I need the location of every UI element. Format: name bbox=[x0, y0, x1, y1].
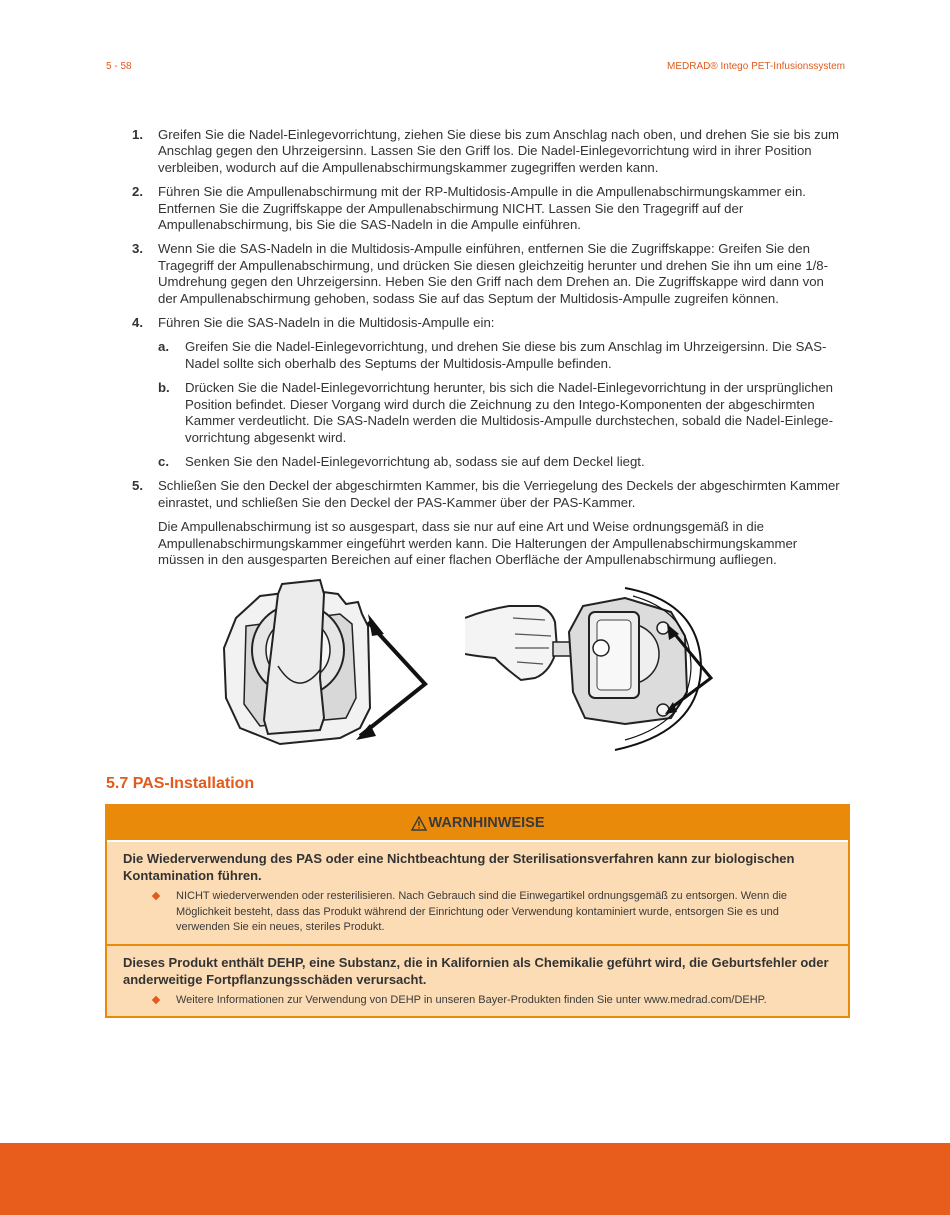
illustrations bbox=[220, 578, 720, 754]
step-note: Die Ampullenabschirmung ist so ausgespart, dass sie nur auf eine Art und Weise ordnungsgemäß in die Ampullenabschirmungskammer eingeführt werden kann. Die Halterungen der Ampullenabschirmungskammer müssen in den ausgesparten Bereichen auf einer flachen Oberfläche der Ampullenabschirmung aufliegen. bbox=[158, 519, 798, 567]
step-number: 5. bbox=[132, 478, 143, 494]
step-text: Führen Sie die SAS-Nadeln in die Multidosis-Ampulle ein: bbox=[158, 315, 495, 331]
step-number: 1. bbox=[132, 127, 143, 142]
step-number: 3. bbox=[132, 241, 143, 257]
step-3 bbox=[106, 241, 846, 307]
substep-text: Senken Sie den Nadel-Einlegevorrichtung ab, sodass sie auf dem Deckel liegt. bbox=[185, 453, 645, 469]
page-number: 5 - 58 bbox=[106, 61, 132, 72]
substep-letter: b. bbox=[158, 380, 170, 396]
warning-bullet bbox=[123, 993, 832, 1009]
warning-header bbox=[107, 806, 848, 842]
warning-item bbox=[107, 944, 848, 1017]
warning-title: WARNHINWEISE bbox=[428, 815, 545, 831]
hand-device-illustration bbox=[465, 582, 720, 754]
warning-statement: Dieses Produkt enthält DEHP, eine Substanz, die in Kalifornien als Chemikalie geführt wird, die Geburtsfehler oder anderweitige Fortpflanzungsschäden verursacht. bbox=[123, 954, 829, 987]
warning-bullet-text: Weitere Informationen zur Verwendung von DEHP in unseren Bayer-Produkten finden Sie unter www.medrad.com/DEHP. bbox=[176, 993, 767, 1006]
step-text: Wenn Sie die SAS-Nadeln in die Multidosis-Ampulle einführen, entfernen Sie die Zugriffskappe: Greifen Sie den Tragegriff der Ampullenabschirmung, und drücken Sie diesen gleichzeitig herunter und drehen Sie ihn um eine 1/8-Umdrehung gegen den Uhrzeigersinn. Heben Sie den Griff nach dem Drehen an. Die Zugriffskappe wird dann von der Ampullenabschirmung gehoben, sodass Sie auf das Septum der Multidosis-Ampulle zugreifen können. bbox=[158, 241, 829, 306]
step-4 bbox=[106, 315, 846, 470]
substep-text: Greifen Sie die Nadel-Einlegevorrichtung, und drehen Sie diese bis zum Anschlag im Uhrzeigersinn. Die SAS-Nadel sollte sich oberhalb des Septums der Multidosis-Ampulle befinden. bbox=[185, 339, 827, 371]
warning-triangle-icon bbox=[411, 816, 427, 831]
substep-a bbox=[158, 339, 846, 372]
warning-box bbox=[105, 804, 850, 1018]
substep-c bbox=[158, 454, 846, 470]
step-text: Greifen Sie die Nadel-Einlegevorrichtung, ziehen Sie diese bis zum Anschlag nach oben, und drehen Sie sie bis zum Anschlag gegen den Uhrzeigersinn. Lassen Sie den Griff los. Die Nadel-Einlegevorrichtung wird in ihrer Position verbleiben, wodurch auf die Ampullenabschirmungskammer zugegriffen werden kann. bbox=[158, 127, 840, 175]
substep-text: Drücken Sie die Nadel-Einlegevorrichtung herunter, bis sich die Nadel-Einlegevorrichtung in der ursprünglichen Position befindet. Dieser Vorgang wird durch die Zeichnung zu den Intego-Komponenten der abgeschirmten Kammer verdeutlicht. Die SAS-Nadeln werden die Multidosis-Ampulle durchstechen, sobald die Nadel-Einlege-vorrichtung abgesenkt wird. bbox=[185, 380, 834, 445]
vial-shield-illustration bbox=[220, 578, 435, 754]
step-2 bbox=[106, 184, 846, 233]
bullet-diamond-icon bbox=[152, 995, 160, 1003]
step-5 bbox=[106, 478, 846, 511]
substep-letter: a. bbox=[158, 339, 169, 355]
section-title: 5.7 PAS-Installation bbox=[106, 775, 255, 792]
instruction-steps bbox=[106, 127, 846, 568]
step-number: 4. bbox=[132, 315, 143, 331]
footer-bar bbox=[0, 1143, 950, 1215]
warning-statement: Die Wiederverwendung des PAS oder eine Nichtbeachtung der Sterilisationsverfahren kann zur biologischen Kontamination führen. bbox=[123, 851, 795, 883]
step-1 bbox=[106, 127, 846, 176]
warning-bullet bbox=[123, 889, 832, 936]
warning-item bbox=[107, 842, 848, 944]
substep-letter: c. bbox=[158, 453, 169, 469]
warning-bullet-text: NICHT wiederverwenden oder resterilisieren. Nach Gebrauch sind die Einwegartikel ordnungsgemäß zu entsorgen. Wenn die Möglichkeit besteht, dass das Produkt während der Einrichtung oder Verwendung kontaminiert wurde, entsorgen Sie es und verwenden Sie ein neues, steriles Produkt. bbox=[176, 890, 788, 933]
substep-b bbox=[158, 380, 846, 446]
step-text: Führen Sie die Ampullenabschirmung mit der RP-Multidosis-Ampulle in die Ampullenabschirmungskammer ein. Entfernen Sie die Zugriffskappe der Ampullenabschirmung NICHT. Lassen Sie den Tragegriff auf der Ampullenabschirmung, bis Sie die SAS-Nadeln in die Ampulle einführen. bbox=[158, 184, 806, 233]
product-title: MEDRAD® Intego PET-Infusionssystem bbox=[667, 61, 845, 72]
step-text: Schließen Sie den Deckel der abgeschirmten Kammer, bis die Verriegelung des Deckels der abgeschirmten Kammer einrastet, und schließen Sie den Deckel der PAS-Kammer über der PAS-Kammer. bbox=[158, 478, 840, 510]
bullet-diamond-icon bbox=[152, 892, 160, 900]
step-number: 2. bbox=[132, 184, 143, 200]
